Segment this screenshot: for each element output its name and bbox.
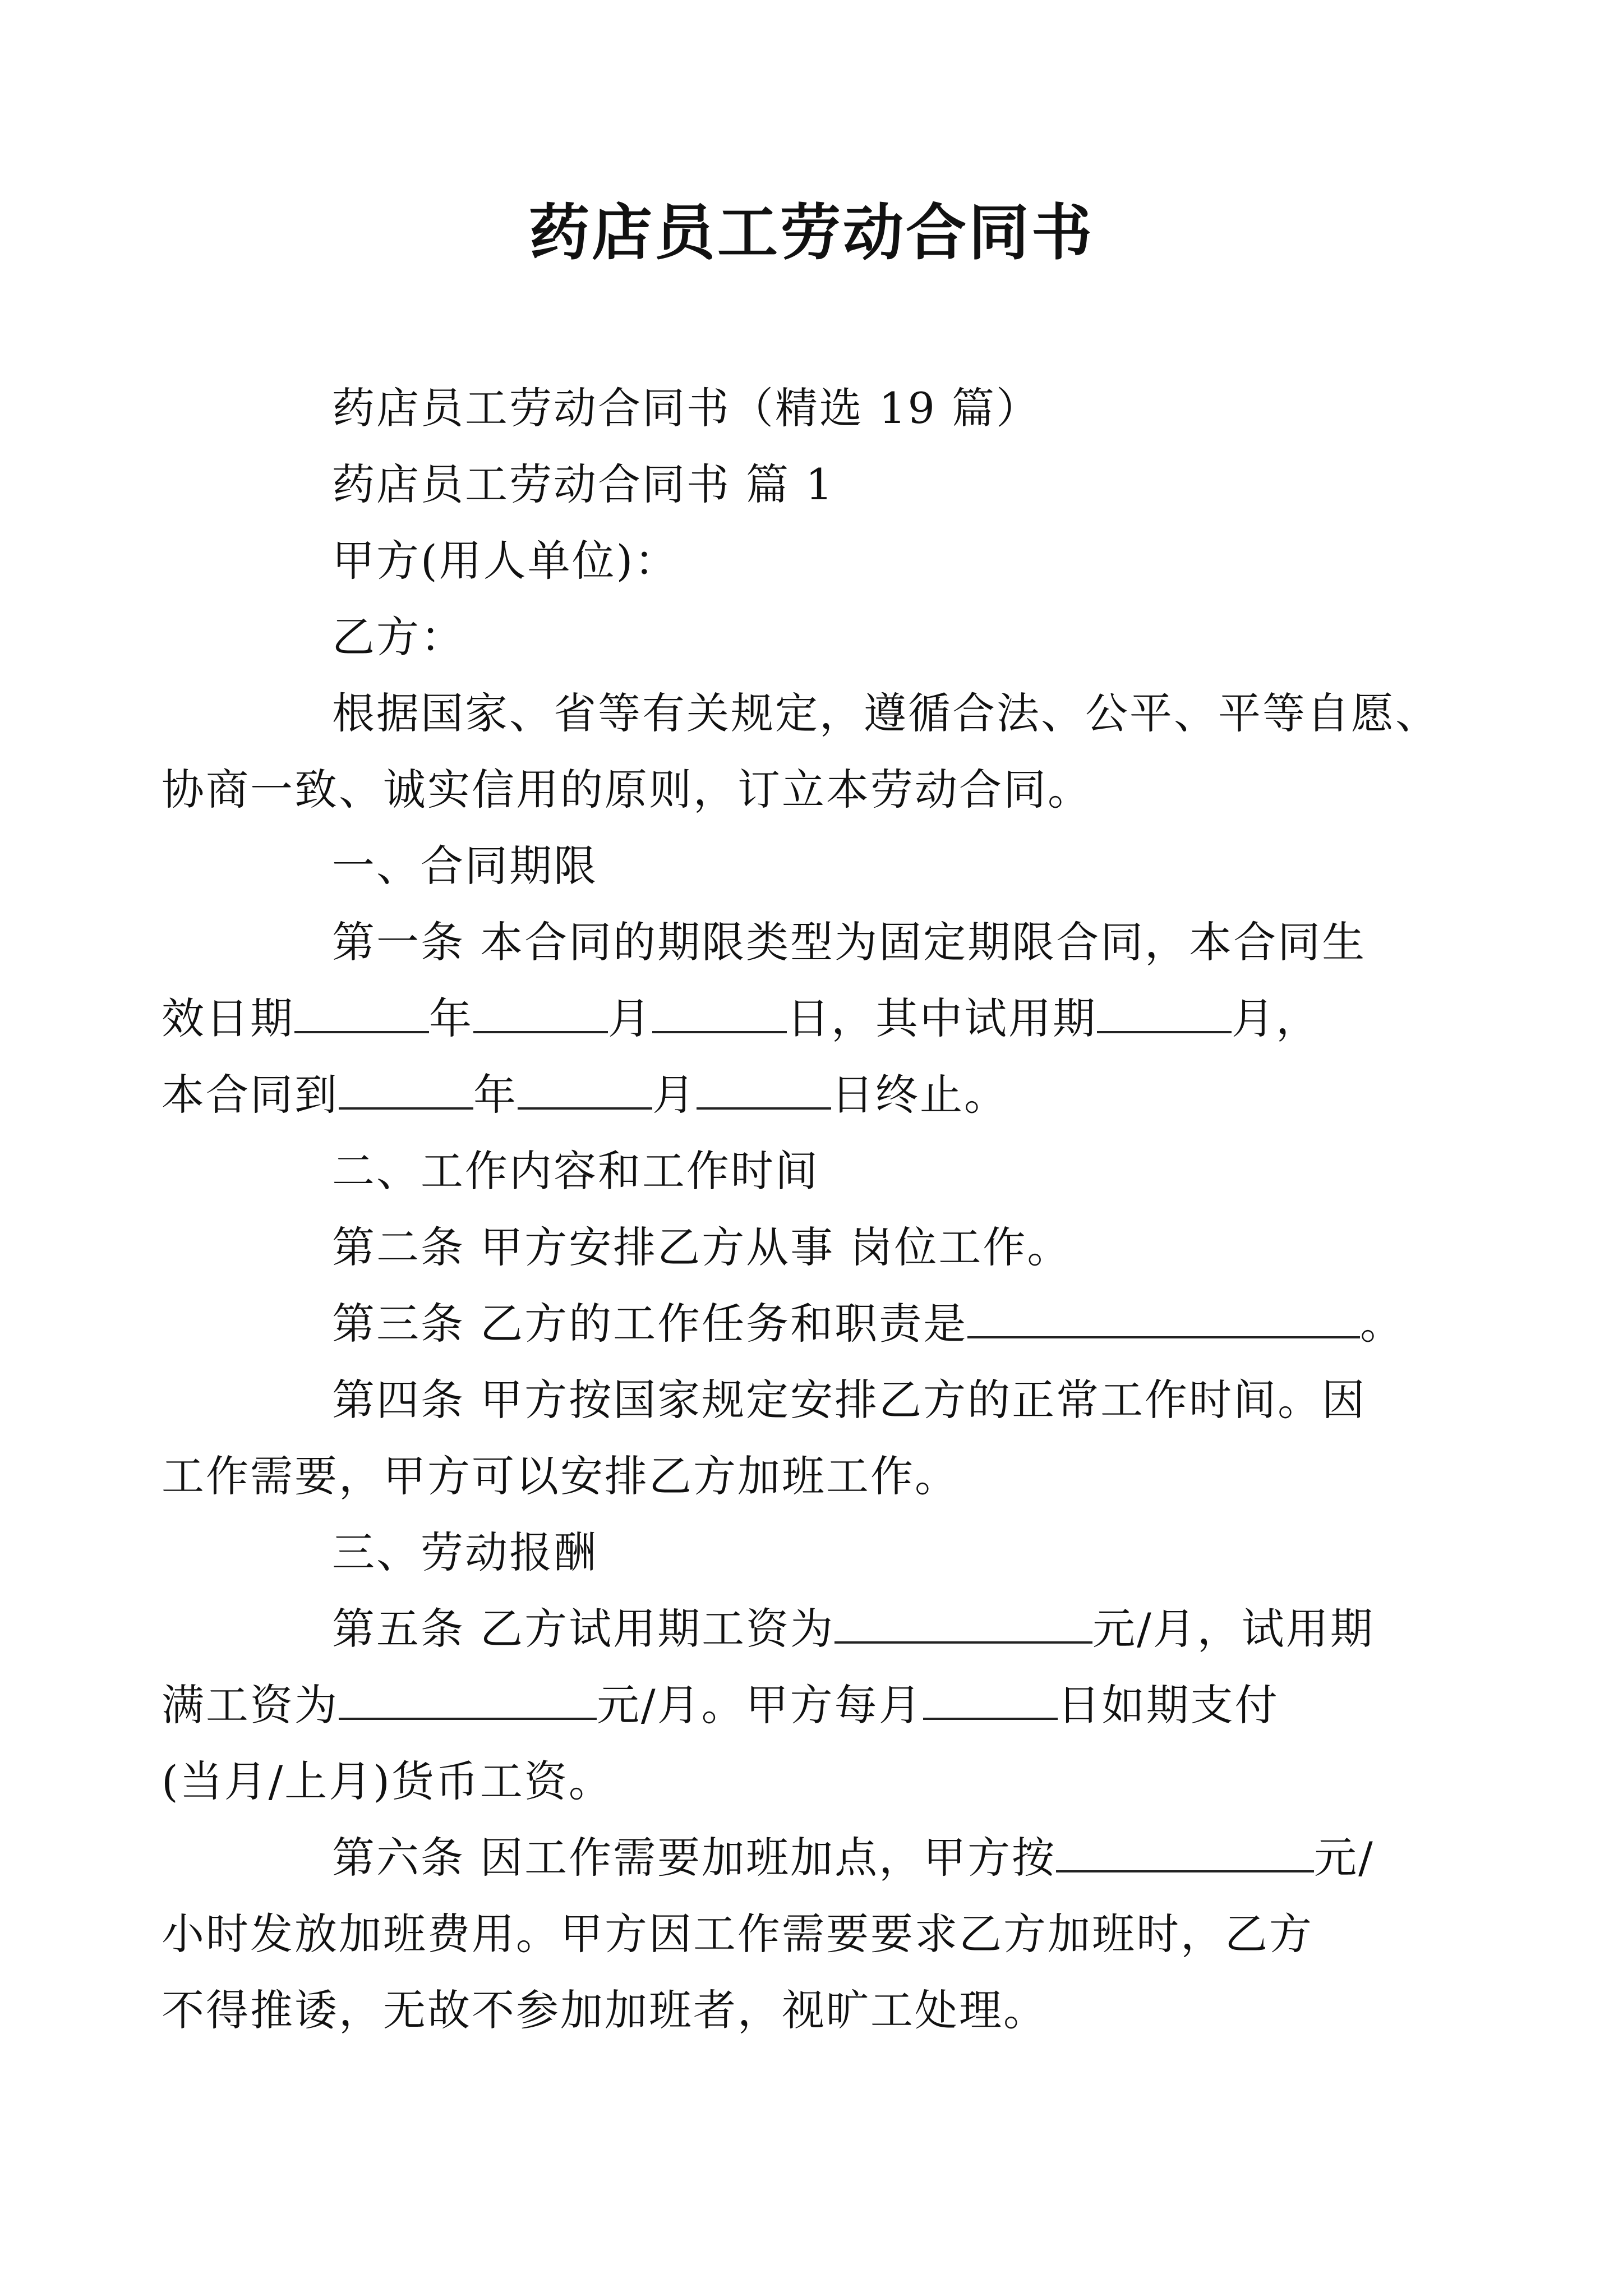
text-span: 元/月，试用期: [1092, 1604, 1375, 1654]
blank-end-month: [518, 1070, 652, 1110]
article-6-line-1: [247, 1820, 1391, 1896]
article-5-line-3: (当月/上月)货币工资。: [162, 1756, 613, 1806]
article-4-line-1: 第四条 甲方按国家规定安排乙方的正常工作时间。因: [332, 1375, 1367, 1425]
document-body: [162, 370, 1440, 2049]
text-span: 年: [473, 1070, 518, 1120]
article-1-line-3: [162, 1057, 1391, 1133]
blank-pay-day: [923, 1681, 1058, 1720]
intro-line-1: 根据国家、省等有关规定，遵循合法、公平、平等自愿、: [332, 688, 1440, 738]
blank-probation-wage: [834, 1604, 1092, 1644]
text-span: 月: [608, 993, 652, 1043]
text-span: 效日期: [162, 993, 294, 1043]
blank-end-day: [697, 1070, 831, 1110]
blank-duties: [967, 1299, 1360, 1338]
party-b-line: 乙方：: [332, 612, 465, 662]
article-4-line-2: 工作需要，甲方可以安排乙方加班工作。: [162, 1451, 959, 1501]
subtitle-line: 药店员工劳动合同书（精选 19 篇）: [332, 383, 1041, 433]
blank-probation: [1097, 994, 1232, 1033]
text-span: 日，其中试用期: [787, 993, 1097, 1043]
text-span: 日如期支付: [1057, 1680, 1279, 1730]
intro-line-2: 协商一致、诚实信用的原则，订立本劳动合同。: [162, 765, 1092, 815]
text-span: 日终止。: [831, 1070, 1008, 1120]
article-3: [247, 1286, 1405, 1362]
text-span: 。: [1360, 1299, 1405, 1349]
blank-year: [294, 994, 429, 1033]
article-5-line-1: [247, 1591, 1391, 1667]
text-span: 元/: [1314, 1833, 1375, 1883]
text-span: 月: [652, 1070, 697, 1120]
section-2-heading: 二、工作内容和工作时间: [332, 1146, 819, 1196]
text-span: 第六条 因工作需要加班加点，甲方按: [332, 1833, 1057, 1883]
text-span: 年: [429, 993, 473, 1043]
article-6-line-2: 小时发放加班费用。甲方因工作需要要求乙方加班时，乙方: [162, 1909, 1313, 1959]
blank-overtime-rate: [1056, 1833, 1314, 1872]
article-5-line-2: [162, 1667, 1391, 1743]
blank-end-year: [339, 1070, 473, 1110]
party-a-line: 甲方(用人单位)：: [332, 536, 679, 586]
article-1-line-1: 第一条 本合同的期限类型为固定期限合同，本合同生: [332, 917, 1367, 967]
text-span: 元/月。甲方每月: [597, 1680, 923, 1730]
text-span: 月，: [1232, 993, 1320, 1043]
article-6-line-3: 不得推诿，无故不参加加班者，视旷工处理。: [162, 1985, 1048, 2035]
document-title: 药店员工劳动合同书: [528, 197, 1094, 268]
text-span: 满工资为: [162, 1680, 339, 1730]
chapter-heading: 药店员工劳动合同书 篇 1: [332, 459, 834, 509]
section-1-heading: 一、合同期限: [332, 841, 598, 891]
blank-day: [652, 994, 787, 1033]
blank-full-wage: [339, 1681, 597, 1720]
section-3-heading: 三、劳动报酬: [332, 1527, 598, 1577]
article-1-line-2: [162, 981, 1391, 1057]
text-span: 本合同到: [162, 1070, 339, 1120]
article-2: 第二条 甲方安排乙方从事 岗位工作。: [332, 1222, 1072, 1272]
text-span: 第五条 乙方试用期工资为: [332, 1604, 835, 1654]
blank-month: [473, 994, 608, 1033]
text-span: 第三条 乙方的工作任务和职责是: [332, 1299, 968, 1349]
